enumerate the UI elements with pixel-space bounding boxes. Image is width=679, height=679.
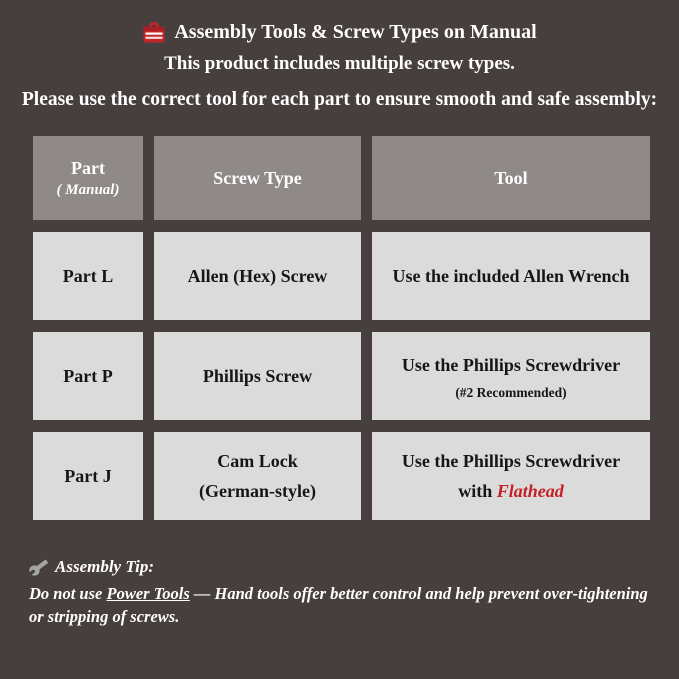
tip-text-prefix: Do not use [29, 584, 107, 603]
page-title: Assembly Tools & Screw Types on Manual [174, 21, 537, 43]
tip-body [29, 582, 651, 628]
screw-type: Cam Lock [217, 451, 298, 471]
tool-instruction: Use the included Allen Wrench [392, 266, 630, 286]
cell-part-row1 [33, 232, 143, 320]
wrench-icon [29, 558, 48, 577]
col-header-part-label: Part [71, 157, 105, 178]
title-block [0, 0, 679, 111]
cell-tool-row2 [372, 332, 650, 420]
tool-with-prefix: with [458, 481, 497, 501]
cell-screw-row1 [154, 232, 361, 320]
col-header-part-sublabel: ( Manual) [56, 181, 120, 198]
cell-screw-row3 [154, 432, 361, 520]
flathead-accent: Flathead [496, 481, 564, 501]
col-header-screw-type-label: Screw Type [213, 167, 302, 188]
tip-text-suffix: — Hand tools offer better control and help prevent over-tightening or stripping of screws. [29, 584, 648, 626]
part-name: Part L [62, 266, 114, 286]
title-line [0, 21, 679, 44]
tip-label: Assembly Tip: [55, 557, 154, 576]
assembly-tip-footer [29, 557, 651, 628]
col-header-tool [372, 136, 650, 220]
col-header-part [33, 136, 143, 220]
cell-tool-row3 [372, 432, 650, 520]
toolbox-icon [142, 22, 166, 44]
screw-type-table [33, 136, 648, 520]
cell-part-row3 [33, 432, 143, 520]
page-instruction: Please use the correct tool for each part to ensure smooth and safe assembly: [21, 89, 658, 110]
cell-part-row2 [33, 332, 143, 420]
screw-type: Allen (Hex) Screw [187, 266, 328, 286]
cell-screw-row2 [154, 332, 361, 420]
tool-instruction: Use the Phillips Screwdriver [401, 354, 621, 375]
cell-tool-row1 [372, 232, 650, 320]
col-header-tool-label: Tool [494, 167, 528, 188]
page-subtitle: This product includes multiple screw types. [164, 53, 515, 74]
screw-type: Phillips Screw [202, 366, 313, 386]
power-tools-underlined: Power Tools [106, 584, 190, 603]
screw-type-style: (German-style) [199, 481, 316, 501]
tool-instruction-line2 [458, 476, 564, 506]
tool-instruction: Use the Phillips Screwdriver [401, 451, 621, 471]
part-name: Part J [64, 466, 112, 486]
tool-note: (#2 Recommended) [455, 384, 567, 400]
col-header-screw-type [154, 136, 361, 220]
tip-heading [29, 557, 651, 577]
part-name: Part P [63, 366, 113, 386]
